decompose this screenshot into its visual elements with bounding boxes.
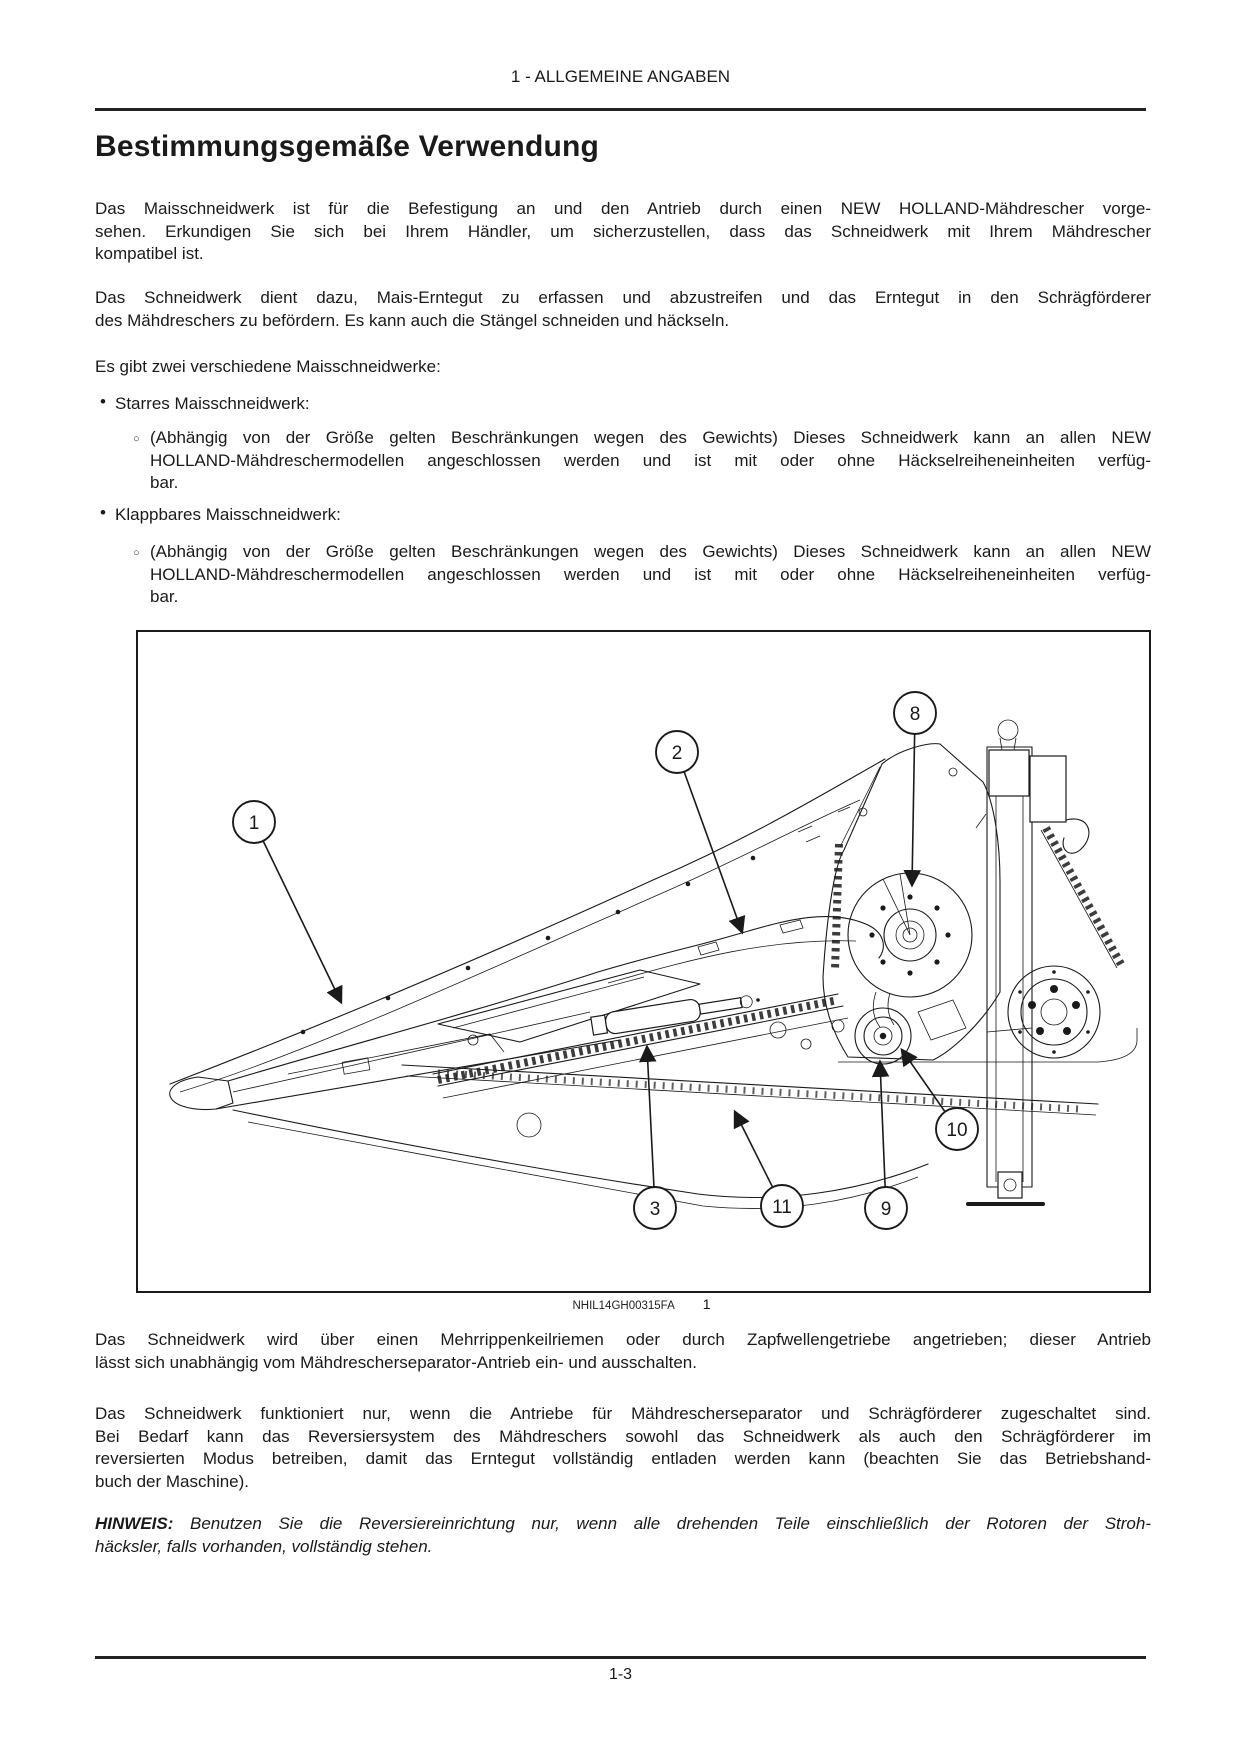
bullet-dot-icon: •	[100, 503, 106, 522]
page-title: Bestimmungsgemäße Verwendung	[95, 130, 600, 163]
corn-header-drawing	[170, 720, 1137, 1208]
para-line: Es gibt zwei verschiedene Maisschneidwerke:	[95, 357, 441, 376]
para-line: HOLLAND-Mähdreschermodellen angeschlossen werden und ist mit oder ohne Häckselreiheneinheiten verfüg-	[150, 564, 1151, 584]
sub-bullet-rigid-text	[150, 427, 1151, 495]
figure-number: 1	[702, 1296, 711, 1312]
callout-2	[656, 731, 698, 773]
sub-bullet-circle-icon: ○	[133, 547, 140, 559]
paragraph-function	[95, 287, 1151, 332]
callout-label: 11	[772, 1197, 792, 1218]
callout-1	[233, 801, 275, 843]
para-line: HOLLAND-Mähdreschermodellen angeschlossen werden und ist mit oder ohne Häckselreiheneinheiten verfüg-	[150, 450, 1151, 470]
para-line: buch der Maschine).	[95, 1471, 250, 1491]
note-line-2: häcksler, falls vorhanden, vollständig stehen.	[95, 1536, 433, 1556]
callout-label: 10	[946, 1120, 968, 1141]
hydraulic-cylinder	[590, 990, 753, 1037]
para-line: reversierten Modus betreiben, damit das Erntegut vollständig entladen werden kann (beachten Sie das Betriebshand-	[95, 1449, 1151, 1468]
bullet-item-foldable: Klappbares Maisschneidwerk:	[115, 505, 341, 524]
note-label: HINWEIS:	[95, 1514, 174, 1533]
footer-rule	[95, 1656, 1146, 1659]
para-line: Das Schneidwerk dient dazu, Mais-Erntegut zu erfassen und abzustreifen und das Erntegut in den Schrägförderer	[95, 288, 1151, 307]
callout-label: 2	[671, 743, 683, 764]
belt-pulley	[855, 992, 966, 1064]
bullet-item-rigid: Starres Maisschneidwerk:	[115, 394, 310, 413]
top-gearbox	[989, 750, 1122, 968]
callout-label: 8	[909, 704, 921, 725]
para-line: des Mähdreschers zu befördern. Es kann auch die Stängel schneiden und häckseln.	[95, 310, 730, 330]
figure-photo-code: NHIL14GH00315FA	[572, 1300, 675, 1312]
figure-caption	[136, 1296, 1147, 1312]
chapter-header: 1 - ALLGEMEINE ANGABEN	[510, 67, 731, 86]
callout-label: 1	[248, 813, 260, 834]
para-line: lässt sich unabhängig vom Mähdrescherseparator-Antrieb ein- und ausschalten.	[95, 1352, 697, 1372]
callout-8	[894, 692, 936, 734]
para-line: Das Maisschneidwerk ist für die Befestigung an und den Antrieb durch einen NEW HOLLAND-Mähdrescher vorge-	[95, 199, 1151, 218]
para-line: (Abhängig von der Größe gelten Beschränkungen wegen des Gewichts) Dieses Schneidwerk kann an allen NEW	[150, 542, 1151, 561]
note-hinweis	[95, 1513, 1151, 1558]
callouts	[233, 692, 978, 1229]
leader-arrows	[254, 713, 957, 1208]
paragraph-two-types	[95, 356, 1151, 379]
bottom-skid	[233, 1110, 928, 1208]
paragraph-intended-use	[95, 198, 1151, 266]
paragraph-operation	[95, 1403, 1151, 1493]
para-line: (Abhängig von der Größe gelten Beschränkungen wegen des Gewichts) Dieses Schneidwerk kann an allen NEW	[150, 428, 1151, 447]
back-sheet	[170, 759, 885, 1092]
callout-9	[865, 1187, 907, 1229]
note-line-1	[95, 1513, 1151, 1536]
para-line: kompatibel ist.	[95, 244, 204, 263]
header-rule	[95, 108, 1146, 111]
paragraph-drive	[95, 1329, 1151, 1374]
flanged-wheel	[1008, 966, 1100, 1058]
sub-bullet-circle-icon: ○	[133, 433, 140, 445]
drive-disc	[848, 873, 972, 997]
callout-label: 3	[649, 1199, 661, 1220]
para-line: sehen. Erkundigen Sie sich bei Ihrem Händler, um sicherzustellen, dass das Schneidwerk mit Ihrem Mähdrescher	[95, 221, 1151, 241]
callout-10	[936, 1108, 978, 1150]
sub-bullet-foldable-text	[150, 541, 1151, 609]
callout-3	[634, 1187, 676, 1229]
para-line: Das Schneidwerk funktioniert nur, wenn die Antriebe für Mähdrescherseparator und Schrägförderer zugeschaltet sind.	[95, 1404, 1151, 1423]
callout-11	[761, 1185, 803, 1227]
figure-frame	[136, 630, 1151, 1293]
callout-label: 9	[880, 1199, 892, 1220]
para-line: bar.	[150, 587, 179, 606]
corn-header-diagram	[138, 632, 1149, 1291]
page-number: 1-3	[608, 1666, 633, 1683]
para-line: bar.	[150, 473, 179, 492]
para-line: Bei Bedarf kann das Reversiersystem des Mähdreschers sowohl das Schneidwerk als auch den Schrägförderer im	[95, 1426, 1151, 1446]
para-line: Das Schneidwerk wird über einen Mehrrippenkeilriemen oder durch Zapfwellengetriebe angetrieben; dieser Antrieb	[95, 1330, 1151, 1349]
note-text: Benutzen Sie die Reversiereinrichtung nur, wenn alle drehenden Teile einschließlich der Rotoren der Stroh-	[173, 1514, 1151, 1533]
bullet-dot-icon: •	[100, 392, 106, 411]
drive-side-panel	[823, 744, 1000, 1060]
